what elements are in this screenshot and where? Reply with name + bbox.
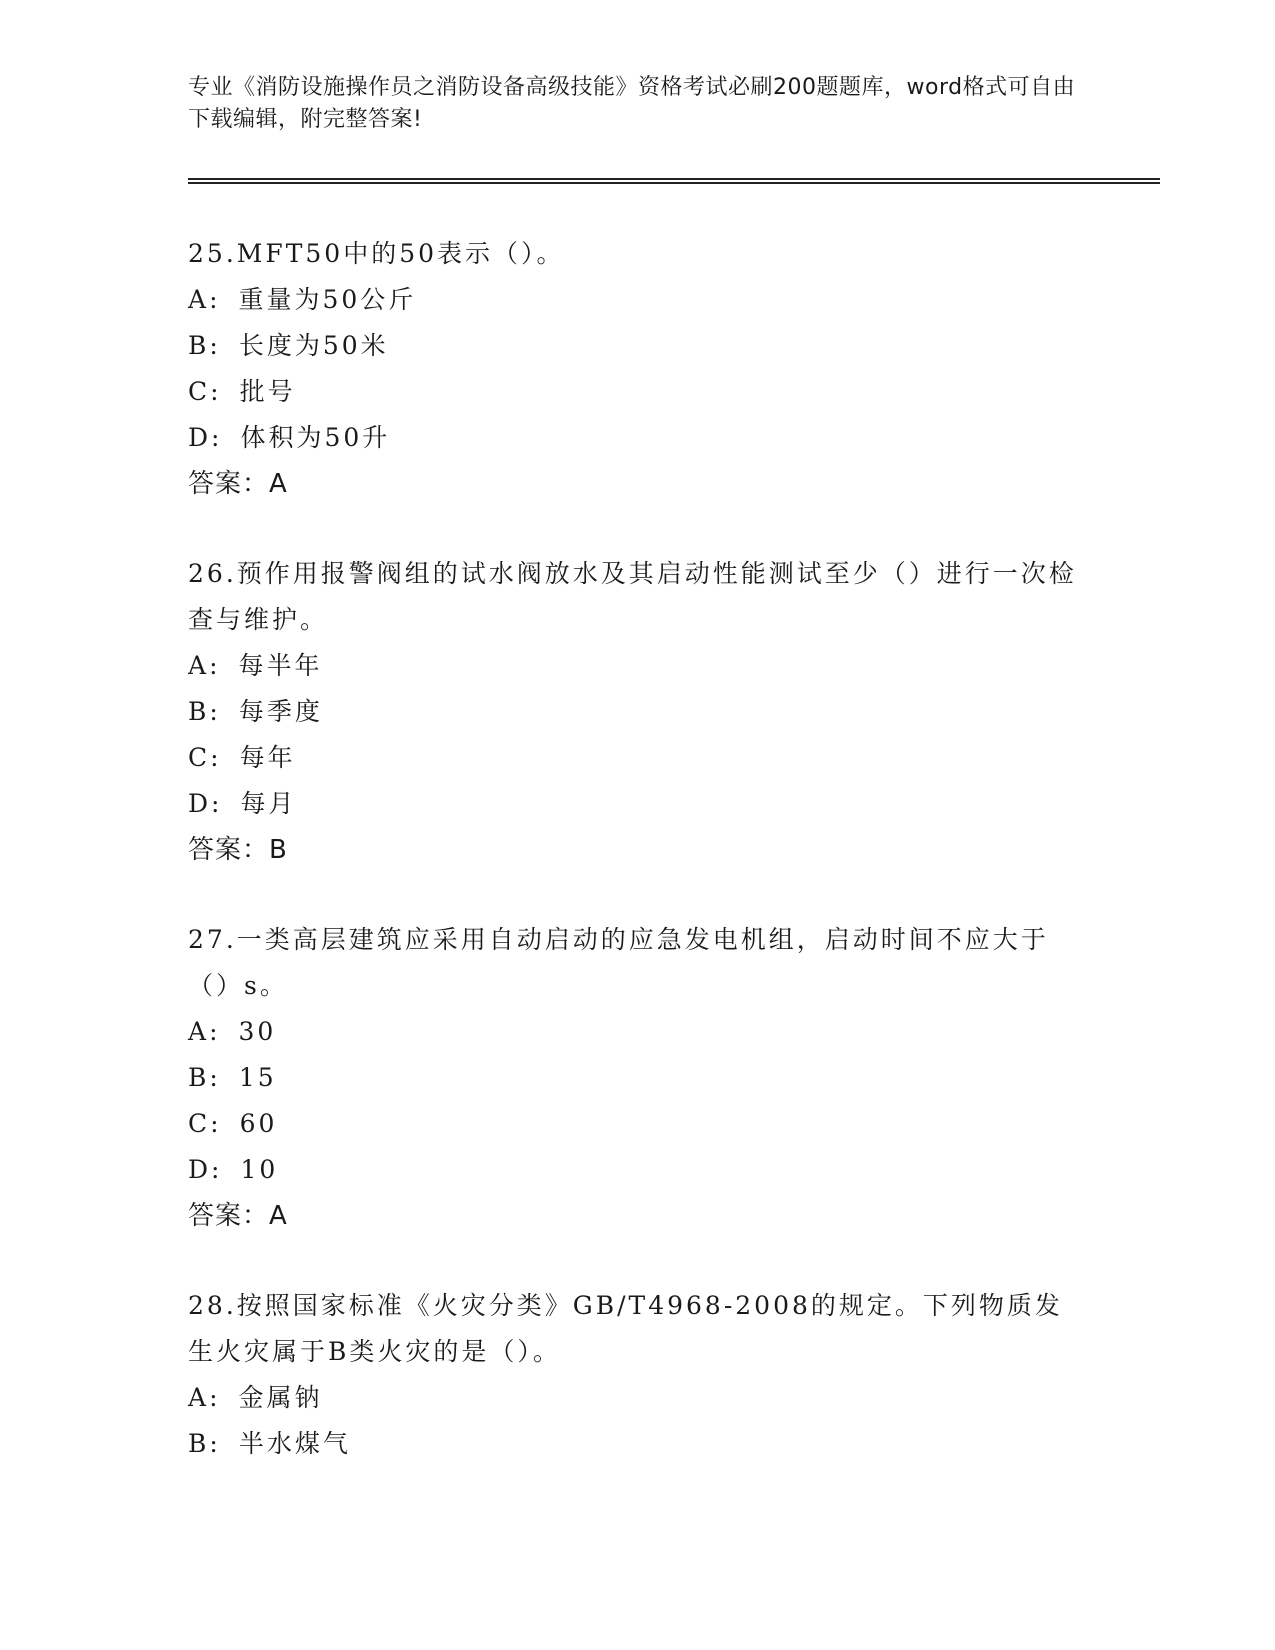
question-text xyxy=(188,551,1088,643)
answer-value: A xyxy=(269,1201,288,1231)
option-letter: B : xyxy=(188,1063,239,1092)
option-letter: D : xyxy=(188,789,240,818)
answer-line xyxy=(188,1193,1088,1239)
option-text: 10 xyxy=(240,1155,279,1184)
option-text: 半水煤气 xyxy=(238,1429,351,1458)
question-list xyxy=(188,231,1088,1511)
option-letter: A : xyxy=(188,1017,239,1046)
option-letter: A : xyxy=(188,285,239,314)
answer-label: 答案 ： xyxy=(188,1201,269,1231)
header-divider xyxy=(188,178,1160,184)
option-a xyxy=(188,643,1088,689)
option-b xyxy=(188,689,1088,735)
question-text xyxy=(188,1283,1088,1375)
option-d xyxy=(188,415,1088,461)
question-number: 28 . xyxy=(188,1291,237,1320)
option-b xyxy=(188,1055,1088,1101)
question-number: 25 . xyxy=(188,239,237,268)
question-26 xyxy=(188,551,1088,873)
answer-line xyxy=(188,461,1088,507)
document-header xyxy=(188,72,1088,136)
option-b xyxy=(188,323,1088,369)
option-letter: C : xyxy=(188,743,240,772)
option-d xyxy=(188,781,1088,827)
option-text: 重量为50公斤 xyxy=(238,285,417,314)
option-text: 每季度 xyxy=(238,697,323,726)
question-text xyxy=(188,231,1088,277)
question-body: 按照国家标准《火灾分类》GB/T4968-2008的规定。下列物质发生火灾属于B类火灾的是（）。 xyxy=(188,1291,1063,1366)
option-letter: A : xyxy=(188,651,239,680)
answer-label: 答案 ： xyxy=(188,469,269,499)
option-letter: C : xyxy=(188,1109,240,1138)
option-a xyxy=(188,277,1088,323)
option-d xyxy=(188,1147,1088,1193)
question-text xyxy=(188,917,1088,1009)
option-a xyxy=(188,1375,1088,1421)
header-text: 专业《消防设施操作员之消防设备高级技能》资格考试必刷200题题库，word格式可自由下载编辑，附完整答案! xyxy=(188,75,1076,132)
question-number: 26 . xyxy=(188,559,237,588)
option-text: 每半年 xyxy=(238,651,323,680)
question-number: 27 . xyxy=(188,925,237,954)
question-25 xyxy=(188,231,1088,507)
option-text: 每年 xyxy=(239,743,296,772)
option-letter: C : xyxy=(188,377,240,406)
option-c xyxy=(188,1101,1088,1147)
question-28 xyxy=(188,1283,1088,1467)
option-c xyxy=(188,369,1088,415)
question-27 xyxy=(188,917,1088,1239)
option-letter: B : xyxy=(188,331,239,360)
question-body: 一类高层建筑应采用自动启动的应急发电机组，启动时间不应大于（）s。 xyxy=(188,925,1049,1000)
option-text: 批号 xyxy=(239,377,296,406)
option-text: 金属钠 xyxy=(238,1383,323,1412)
option-text: 体积为50升 xyxy=(240,423,391,452)
option-letter: B : xyxy=(188,697,239,726)
question-body: 预作用报警阀组的试水阀放水及其启动性能测试至少（）进行一次检查与维护。 xyxy=(188,559,1077,634)
option-text: 长度为50米 xyxy=(238,331,389,360)
answer-line xyxy=(188,827,1088,873)
option-a xyxy=(188,1009,1088,1055)
option-letter: D : xyxy=(188,423,240,452)
option-c xyxy=(188,735,1088,781)
option-b xyxy=(188,1421,1088,1467)
answer-value: A xyxy=(269,469,288,499)
option-text: 每月 xyxy=(240,789,297,818)
question-body: MFT50中的50表示（）。 xyxy=(236,239,565,268)
option-text: 30 xyxy=(238,1017,277,1046)
answer-label: 答案 ： xyxy=(188,835,269,865)
option-letter: A : xyxy=(188,1383,239,1412)
option-letter: B : xyxy=(188,1429,239,1458)
answer-value: B xyxy=(269,835,288,865)
option-text: 60 xyxy=(239,1109,278,1138)
option-letter: D : xyxy=(188,1155,240,1184)
option-text: 15 xyxy=(238,1063,277,1092)
